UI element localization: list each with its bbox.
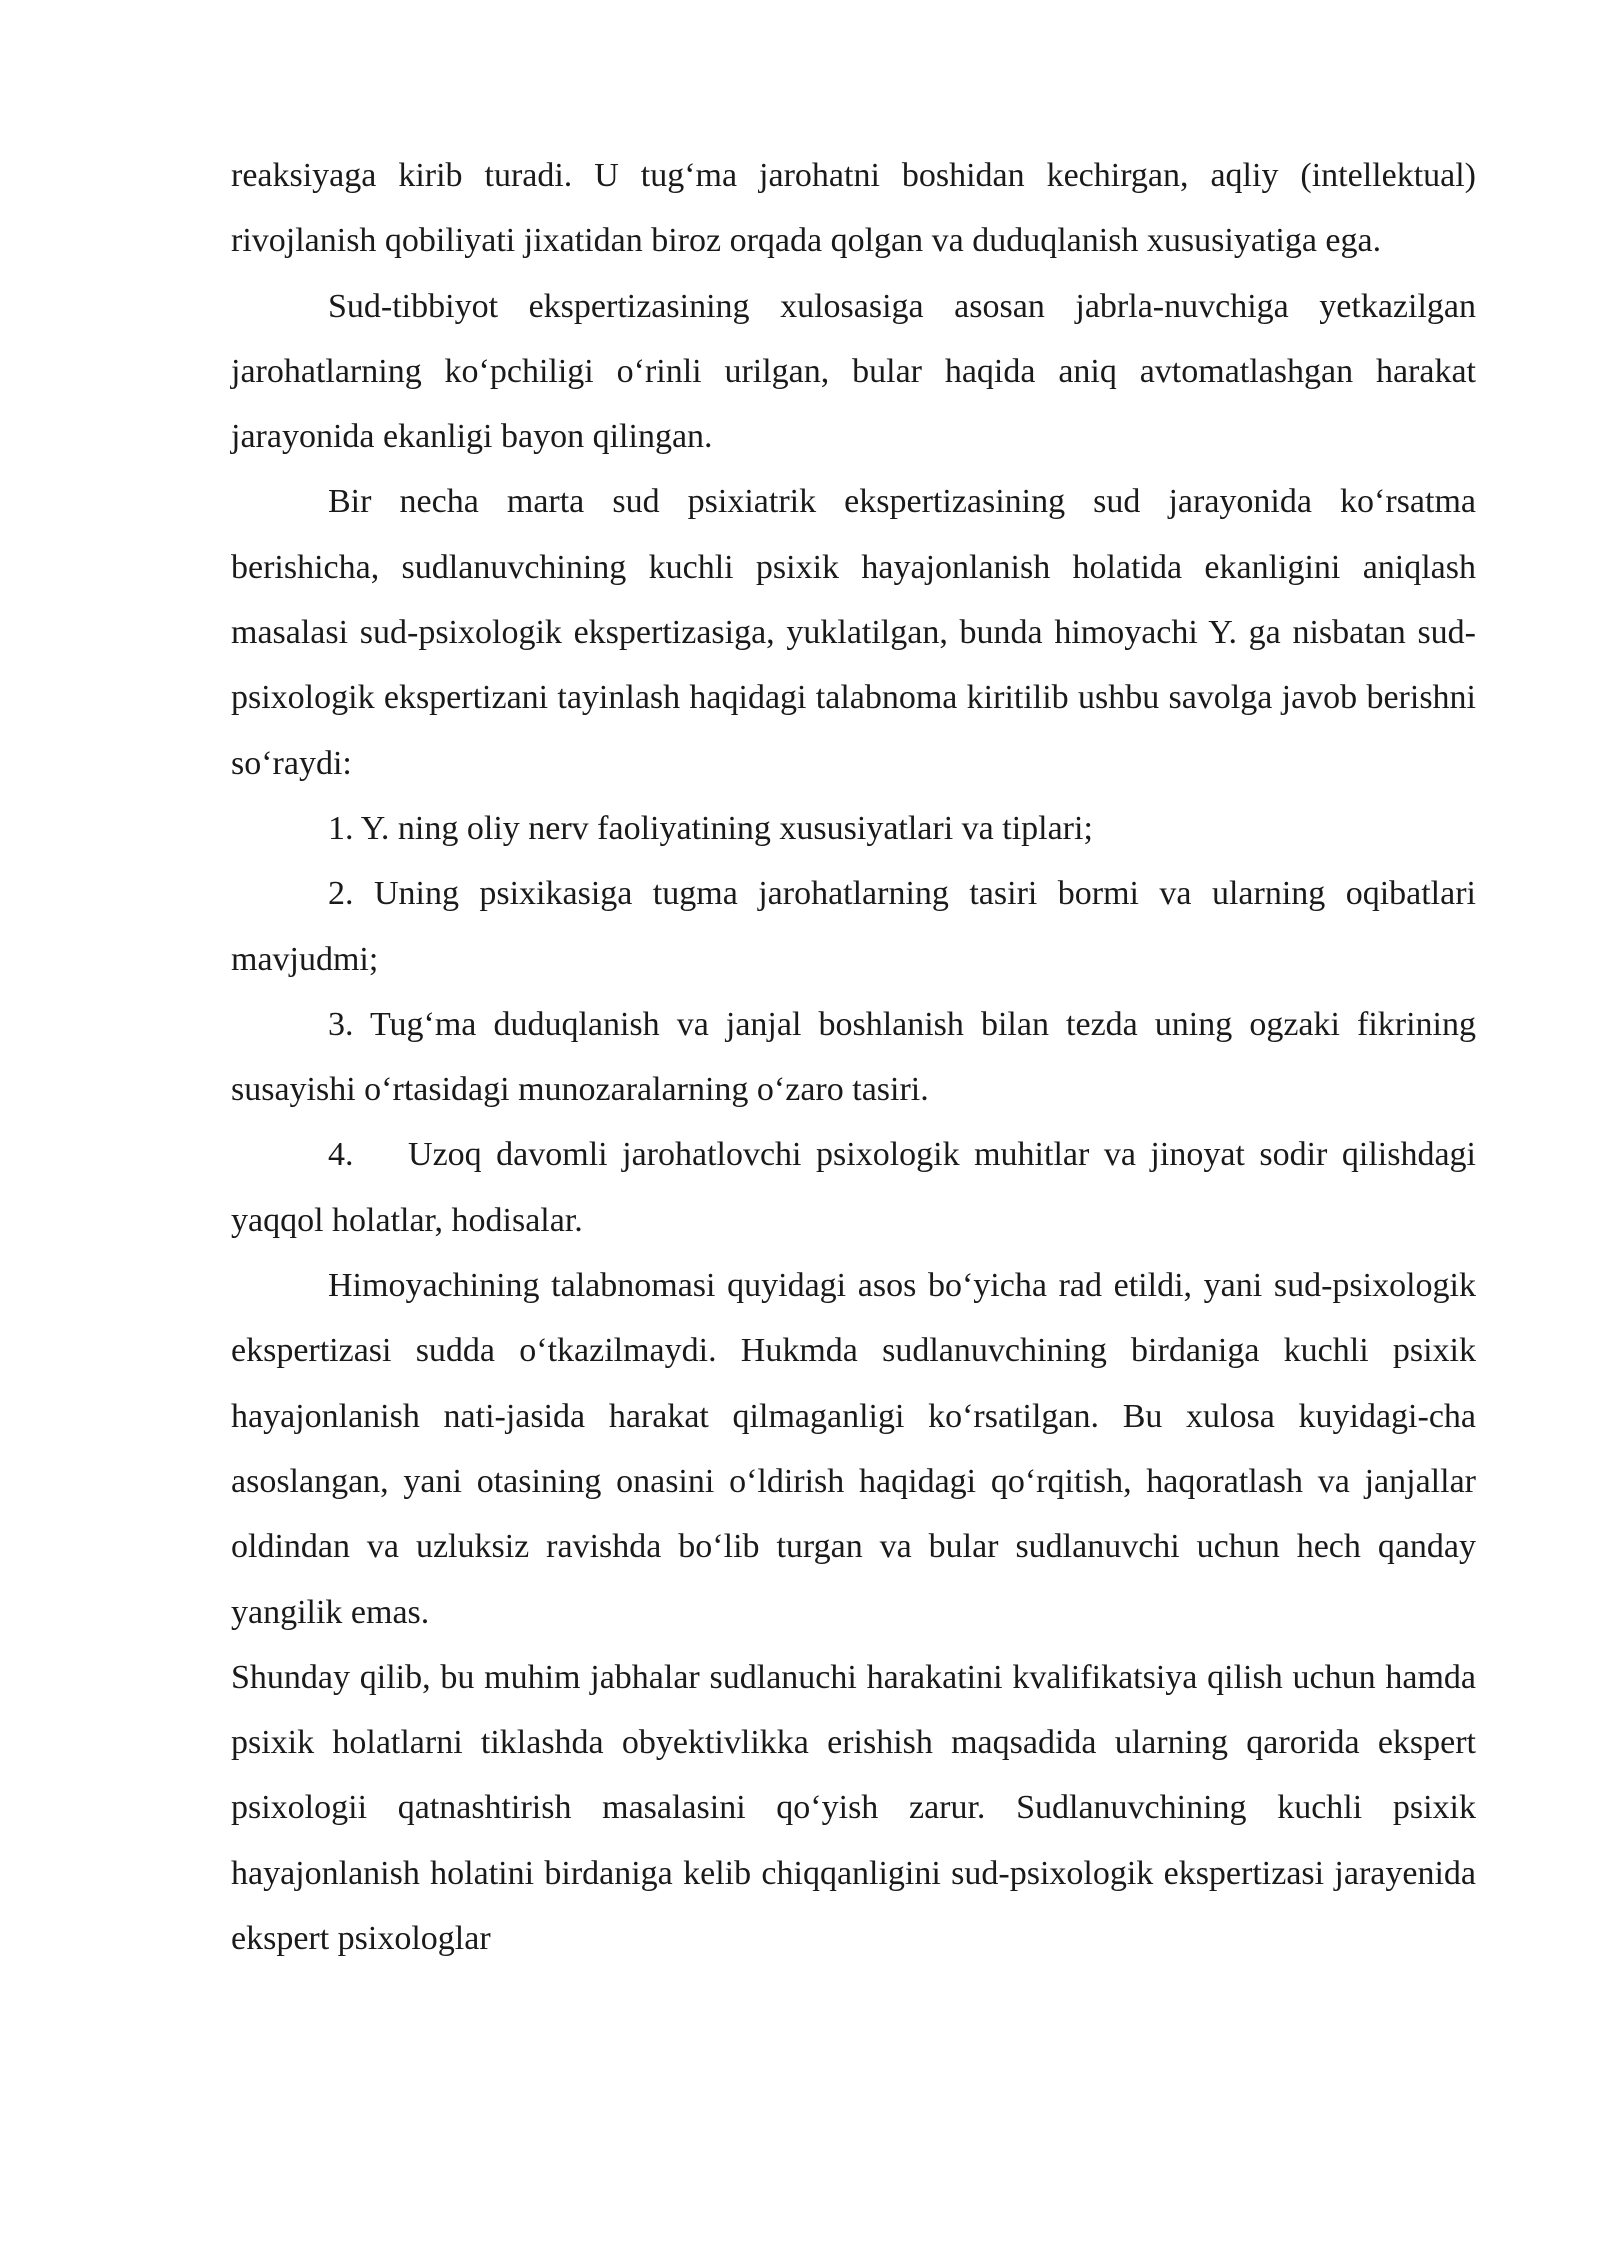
list-item-4 (231, 1122, 1476, 1253)
list-item-number: 3. (328, 1005, 354, 1043)
list-item-text: Tug‘ma duduqlanish va janjal boshlanish bilan tezda uning ogzaki fikrining susayishi o‘rtasidagi munozaralarning o‘zaro tasiri. (231, 1005, 1476, 1109)
paragraph-psychiatric-expertise: Bir necha marta sud psixiatrik ekspertizasining sud jarayonida ko‘rsatma berishicha, sudlanuvchining kuchli psixik hayajonlanish holatida ekanligini aniqlash masalasi sud-psixologik ekspertizasiga, yuklatilgan, bunda himoyachi Y. ga nisbatan sud-psixologik ekspertizani tayinlash haqidagi talabnoma kiritilib ushbu savolga javob berishni so‘raydi: (231, 483, 1476, 782)
list-item-3 (231, 992, 1476, 1123)
list-item-2 (231, 861, 1476, 992)
list-item-number: 2. (328, 875, 354, 913)
paragraph-conclusion: Shunday qilib, bu muhim jabhalar sudlanuchi harakatini kvalifikatsiya qilish uchun hamda psixik holatlarni tiklashda obyektivlikka erishish maqsadida ularning qarorida ekspert psixologii qatnashtirish masalasini qo‘yish zarur. Sudlanuvchining kuchli psixik hayajonlanish holatini birdaniga kelib chiqqanligini sud-psixologik ekspertizasi jarayenida ekspert psixologlar (231, 1658, 1476, 1958)
list-item-1 (231, 796, 1476, 861)
list-item-text: Uzoq davomli jarohatlovchi psixologik muhitlar va jinoyat sodir qilishdagi yaqqol holatlar, hodisalar. (231, 1136, 1476, 1239)
list-item-number: 4. (328, 1136, 354, 1174)
list-item-text: Y. ning oliy nerv faoliyatining xususiyatlari va tiplari; (360, 809, 1093, 847)
list-item-number: 1. (328, 809, 354, 847)
paragraph-continuation: reaksiyaga kirib turadi. U tug‘ma jarohatni boshidan kechirgan, aqliy (intellektual) rivojlanish qobiliyati jixatidan biroz orqada qolgan va duduqlanish xususiyatiga ega. (231, 157, 1476, 260)
paragraph-defense-motion-rejected: Himoyachining talabnomasi quyidagi asos bo‘yicha rad etildi, yani sud-psixologik ekspertizasi sudda o‘tkazilmaydi. Hukmda sudlanuvchining birdaniga kuchli psixik hayajonlanish nati-jasida harakat qilmaganligi ko‘rsatilgan. Bu xulosa kuyidagi-cha asoslangan, yani otasining onasini o‘ldirish haqidagi qo‘rqitish, haqoratlash va janjallar oldindan va uzluksiz ravishda bo‘lib turgan va bular sudlanuvchi uchun hech qanday yangilik emas. (231, 1267, 1476, 1631)
list-item-text: Uning psixikasiga tugma jarohatlarning tasiri bormi va ularning oqibatlari mavjudmi; (231, 875, 1476, 978)
paragraph-forensic-medical-conclusion: Sud-tibbiyot ekspertizasining xulosasiga asosan jabrla-nuvchiga yetkazilgan jarohatlarning ko‘pchiligi o‘rinli urilgan, bular haqida aniq avtomatlashgan harakat jarayonida ekanligi bayon qilingan. (231, 287, 1476, 456)
document-body (231, 143, 1476, 1971)
